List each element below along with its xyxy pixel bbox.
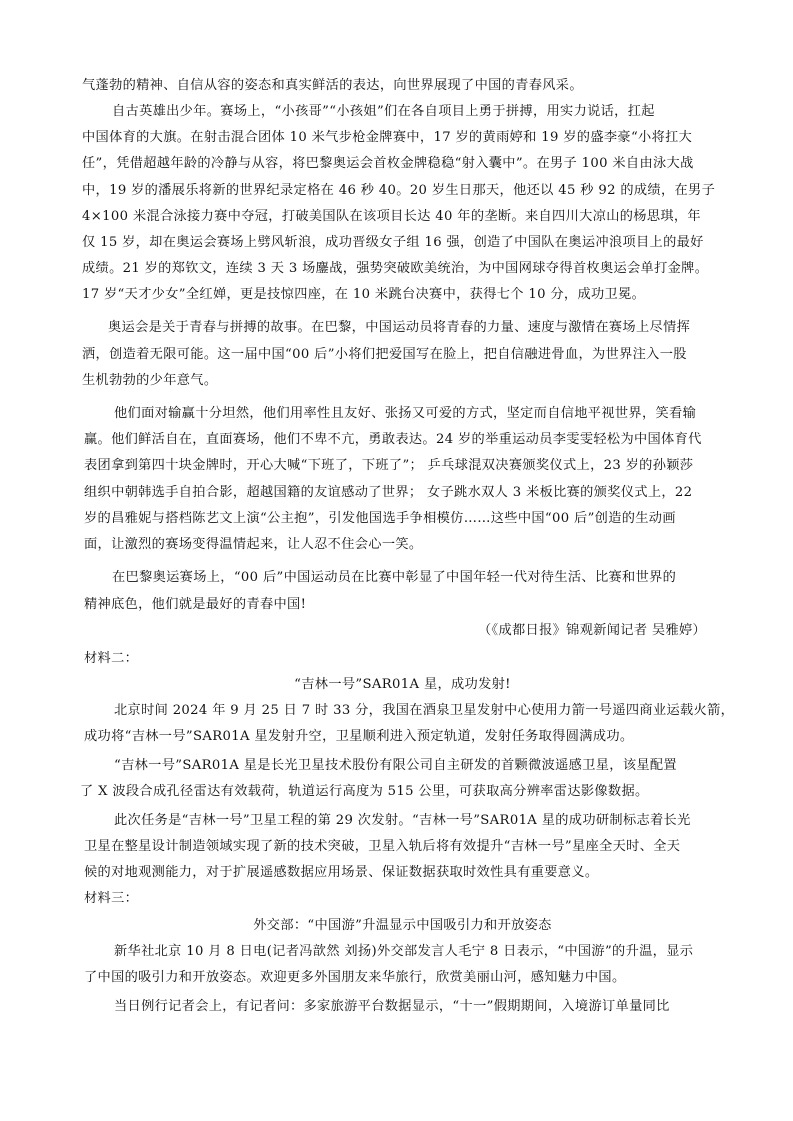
paragraph-line: 仅 15 岁，却在奥运会赛场上劈风斩浪，成功晋级女子组 16 强，创造了中国队在奥运冲浪项目上的最好: [82, 235, 704, 250]
paragraph-line: 中国体育的大旗。在射击混合团体 10 米气步枪金牌赛中，17 岁的黄雨婷和 19 岁的盛李豪“小将扛大: [82, 130, 693, 145]
paragraph-line: 赢。他们鲜活自在，直面赛场，他们不卑不亢，勇敢表达。24 岁的举重运动员李雯雯轻松为中国体育代: [84, 432, 702, 447]
paragraph-line: 洒，创造着无限可能。这一届中国“00 后”小将们把爱国写在脸上，把自信融进骨血，为世界注入一股: [82, 347, 687, 362]
paragraph-line: “吉林一号”SAR01A 星是长光卫星技术股份有限公司自主研发的首颗微波遥感卫星，该星配置: [114, 758, 677, 773]
paragraph-line: 气蓬勃的精神、自信从容的姿态和真实鲜活的表达，向世界展现了中国的青春风采。: [82, 78, 583, 93]
paragraph-line: 新华社北京 10 月 8 日电(记者冯歆然 刘扬)外交部发言人毛宁 8 日表示，“中国游”的升温，显示: [114, 944, 694, 959]
paragraph-line: 了 X 波段合成孔径雷达有效载荷，轨道运行高度为 515 公里，可获取高分辨率雷达影像数据。: [80, 784, 649, 799]
section-label: 材料三：: [84, 891, 139, 906]
paragraph-line: 候的对地观测能力，对于扩展遥感数据应用场景、保证数据获取时效性具有重要意义。: [84, 865, 599, 880]
paragraph-line: 在巴黎奥运赛场上，“00 后”中国运动员在比赛中彰显了中国年轻一代对待生活、比赛和世界的: [112, 570, 677, 585]
paragraph-line: 了中国的吸引力和开放姿态。欢迎更多外国朋友来华旅行，欣赏美丽山河，感知魅力中国。: [84, 970, 626, 985]
source-attribution: （《成都日报》锦观新闻记者 吴雅婷）: [478, 623, 707, 638]
paragraph-line: 当日例行记者会上，有记者问：多家旅游平台数据显示，“十一”假期期间，入境游订单量同比: [114, 999, 670, 1014]
paragraph-line: 面，让激烈的赛场变得温情起来，让人忍不住会心一笑。: [84, 537, 423, 552]
paragraph-line: 精神底色，他们就是最好的青春中国!: [84, 597, 307, 612]
paragraph-line: 卫星在整星设计制造领域实现了新的技术突破，卫星入轨后将有效提升“吉林一号”星座全天时、全天: [84, 839, 681, 854]
paragraph-line: 组织中朝韩选手自拍合影，超越国籍的友谊感动了世界； 女子跳水双人 3 米板比赛的颁奖仪式上，22: [84, 485, 693, 500]
paragraph-line: 自古英雄出少年。赛场上，“小孩哥”“小孩姐”们在各自项目上勇于拼搏，用实力说话，扛起: [112, 104, 655, 119]
article-title: 外交部：“中国游”升温显示中国吸引力和开放姿态: [253, 918, 552, 933]
paragraph-line: 中，19 岁的潘展乐将新的世界纪录定格在 46 秒 40。20 岁生日那天，他还以 45 秒 92 的成绩，在男子: [82, 183, 716, 198]
paragraph-line: 表团拿到第四十块金牌时，开心大喊“下班了，下班了”； 乒乓球混双决赛颁奖仪式上，23 岁的孙颖莎: [84, 458, 694, 473]
paragraph-line: 此次任务是“吉林一号”卫星工程的第 29 次发射。“吉林一号”SAR01A 星的成功研制标志着长光: [114, 813, 691, 828]
paragraph-line: 17 岁“天才少女”全红婵，更是技惊四座，在 10 米跳台决赛中，获得七个 10 分，成功卫冕。: [82, 287, 646, 302]
paragraph-line: 成功将“吉林一号”SAR01A 星发射升空，卫星顺利进入预定轨道，发射任务取得圆满成功。: [84, 729, 634, 744]
section-label: 材料二：: [84, 651, 139, 666]
paragraph-line: 北京时间 2024 年 9 月 25 日 7 时 33 分，我国在酒泉卫星发射中心使用力箭一号遥四商业运载火箭，: [114, 703, 735, 718]
paragraph-line: 岁的昌雅妮与搭档陈艺文上演“公主抱”，引发他国选手争相模仿……这些中国“00 后”创造的生动画: [84, 511, 676, 526]
article-title: “吉林一号”SAR01A 星，成功发射!: [294, 677, 511, 692]
paragraph-line: 任”，凭借超越年龄的冷静与从容，将巴黎奥运会首枚金牌稳稳“射入囊中”。在男子 100 米自由泳大战: [82, 156, 694, 171]
paragraph-line: 4×100 米混合泳接力赛中夺冠，打破美国队在该项目长达 40 年的垄断。来自四川大凉山的杨思琪，年: [82, 209, 701, 224]
paragraph-line: 他们面对输赢十分坦然，他们用率性且友好、张扬又可爱的方式，坚定而自信地平视世界，笑看输: [114, 406, 697, 421]
paragraph-line: 成绩。21 岁的郑钦文，连续 3 天 3 场鏖战，强势突破欧美统治，为中国网球夺得首枚奥运会单打金牌。: [82, 261, 709, 276]
paragraph-line: 奥运会是关于青春与拼搏的故事。在巴黎，中国运动员将青春的力量、速度与激情在赛场上尽情挥: [108, 320, 691, 335]
paragraph-line: 生机勃勃的少年意气。: [82, 373, 218, 388]
